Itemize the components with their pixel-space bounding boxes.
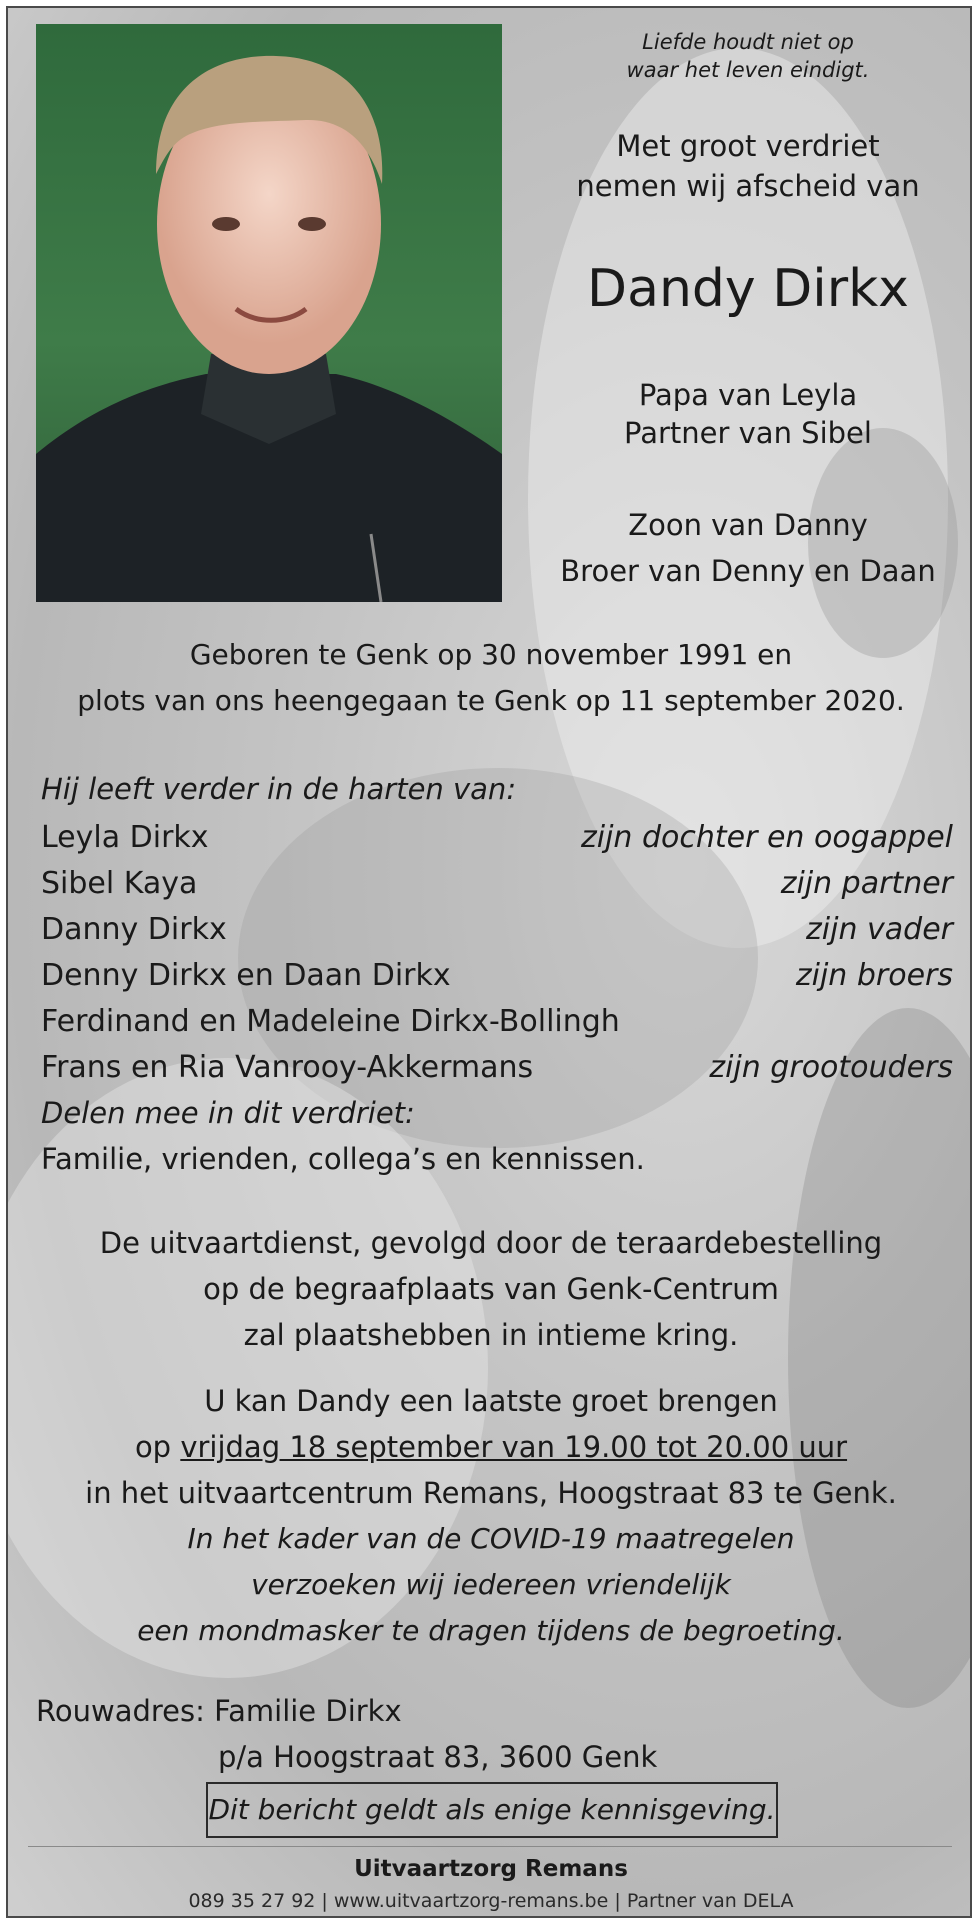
survivor-name: Denny Dirkx en Daan Dirkx (41, 958, 451, 993)
relation-line: Papa van Leyla (638, 378, 858, 412)
survivor-name: Ferdinand en Madeleine Dirkx-Bollingh (41, 1004, 620, 1039)
survivor-row (41, 912, 953, 958)
survivors-heading: Hij leeft verder in de harten van: (41, 772, 517, 806)
footer-divider (28, 1846, 952, 1847)
share-heading: Delen mee in dit verdriet: (41, 1096, 415, 1130)
visit-date: vrijdag 18 september van 19.00 tot 20.00 uur (180, 1430, 848, 1464)
visit-text (8, 1378, 972, 1516)
survivor-role: zijn dochter en oogappel (581, 820, 953, 855)
relation-line: Zoon van Danny (628, 508, 868, 542)
survivor-name: Sibel Kaya (41, 866, 198, 901)
service-line: op de begraafplaats van Genk-Centrum (203, 1272, 779, 1306)
portrait-photo (36, 24, 502, 602)
covid-notice (8, 1516, 972, 1654)
service-text (8, 1220, 972, 1358)
intro-text (528, 126, 968, 206)
survivor-role: zijn grootouders (709, 1050, 953, 1085)
visit-location: in het uitvaartcentrum Remans, Hoogstraat 83 te Genk. (85, 1476, 897, 1510)
covid-line: verzoeken wij iedereen vriendelijk (251, 1568, 731, 1601)
relations-parenthood (528, 376, 968, 452)
footer-separator: | (614, 1890, 621, 1912)
footer-website-link[interactable]: www.uitvaartzorg-remans.be (333, 1890, 609, 1912)
obituary-card (6, 6, 972, 1918)
footer-contact (8, 1888, 972, 1914)
intro-line: Met groot verdriet (616, 129, 880, 163)
share-text: Familie, vrienden, collega’s en kennissen. (41, 1142, 645, 1176)
relation-line: Broer van Denny en Daan (560, 554, 936, 588)
covid-line: een mondmasker te dragen tijdens de begroeting. (137, 1614, 845, 1647)
survivor-role: zijn partner (780, 866, 953, 901)
visit-line: U kan Dandy een laatste groet brengen (204, 1384, 778, 1418)
survivor-row (41, 958, 953, 1004)
survivor-role: zijn vader (806, 912, 953, 947)
intro-line: nemen wij afscheid van (576, 169, 920, 203)
motto-line: waar het leven eindigt. (626, 58, 870, 82)
death-line: plots van ons heengegaan te Genk op 11 september 2020. (77, 684, 905, 717)
motto-line: Liefde houdt niet op (642, 30, 854, 54)
survivor-role: zijn broers (795, 958, 953, 993)
address-line: p/a Hoogstraat 83, 3600 Genk (218, 1740, 658, 1774)
survivor-row (41, 1050, 953, 1096)
service-line: zal plaatshebben in intieme kring. (243, 1318, 739, 1352)
motto (528, 28, 968, 84)
footer-partner: Partner van DELA (626, 1890, 794, 1912)
notice-text: Dit bericht geldt als enige kennisgeving. (208, 1793, 776, 1826)
deceased-name: Dandy Dirkx (587, 259, 909, 319)
survivor-row (41, 866, 953, 912)
visit-date-line (8, 1424, 972, 1470)
survivor-name: Danny Dirkx (41, 912, 227, 947)
relations-family (528, 502, 968, 594)
covid-line: In het kader van de COVID-19 maatregelen (187, 1522, 795, 1555)
survivor-name: Leyla Dirkx (41, 820, 209, 855)
survivor-row (41, 820, 953, 866)
footer-company: Uitvaartzorg Remans (354, 1856, 628, 1882)
address-label: Rouwadres: Familie Dirkx (36, 1694, 402, 1728)
birth-death-text (8, 632, 972, 724)
survivor-row (41, 1004, 953, 1050)
survivor-name: Frans en Ria Vanrooy-Akkermans (41, 1050, 534, 1085)
footer-separator: | (321, 1890, 328, 1912)
notice-box (206, 1782, 778, 1838)
portrait-illustration (36, 24, 502, 602)
visit-date-prefix: op (134, 1430, 181, 1464)
relation-line: Partner van Sibel (624, 416, 872, 450)
footer-phone[interactable]: 089 35 27 92 (188, 1890, 316, 1912)
birth-line: Geboren te Genk op 30 november 1991 en (189, 638, 793, 671)
service-line: De uitvaartdienst, gevolgd door de teraardebestelling (99, 1226, 883, 1260)
